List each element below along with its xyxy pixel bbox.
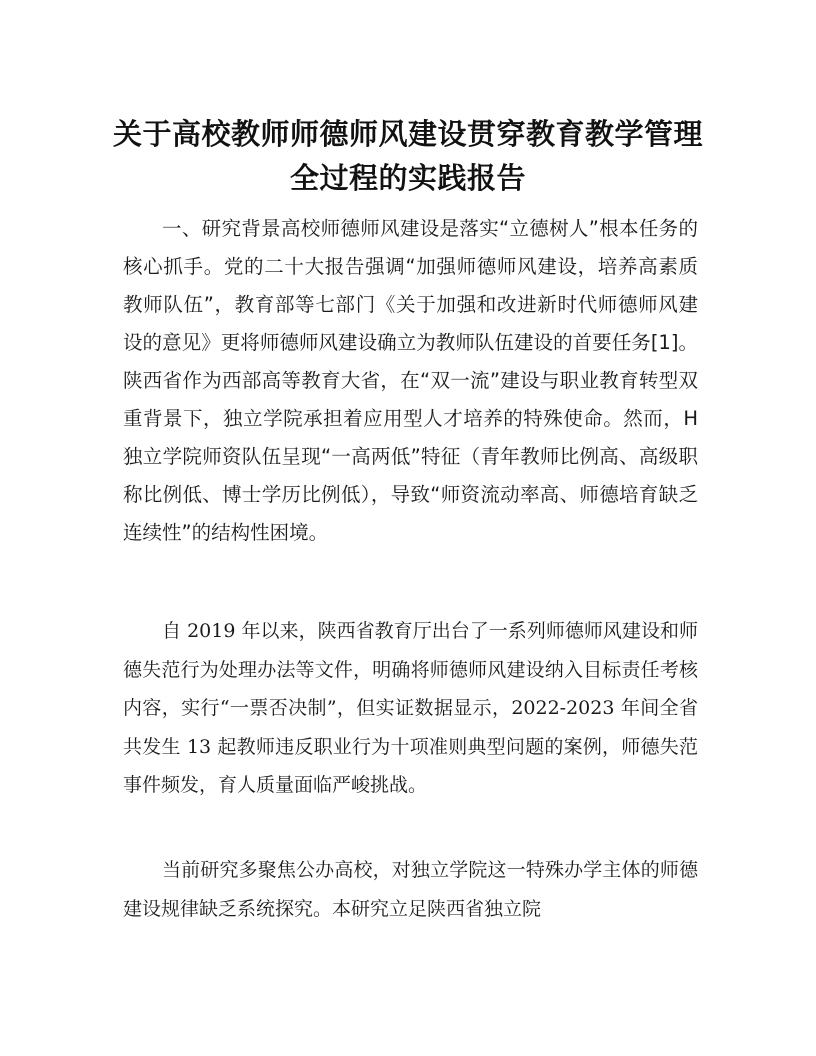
document-title: 关于高校教师师德师风建设贯穿教育教学管理全过程的实践报告 <box>112 117 703 195</box>
paragraph-provincial-policy: 自 2019 年以来，陕西省教育厅出台了一系列师德师风建设和师德失范行为处理办法等文件，明确将师德师风建设纳入目标责任考核内容，实行“一票否决制”，但实证数据显示，2022-2023 年间全省共发生 13 起教师违反职业行为十项准则典型问题的案例，师德失范事件频发，育人质量面临严峻挑战。 <box>123 620 698 796</box>
paragraph-research-background: 一、研究背景高校师德师风建设是落实“立德树人”根本任务的核心抓手。党的二十大报告强调“加强师德师风建设，培养高素质教师队伍”，教育部等七部门《关于加强和改进新时代师德师风建设的意见》更将师德师风建设确立为教师队伍建设的首要任务[1]。陕西省作为西部高等教育大省，在“双一流”建设与职业教育转型双重背景下，独立学院承担着应用型人才培养的特殊使命。然而，H 独立学院师资队伍呈现“一高两低”特征（青年教师比例高、高级职称比例低、博士学历比例低），导致“师资流动率高、师德培育缺乏连续性”的结构性困境。 <box>123 217 698 544</box>
paragraph-research-gap: 当前研究多聚焦公办高校，对独立学院这一特殊办学主体的师德建设规律缺乏系统探究。本研究立足陕西省独立院 <box>123 859 698 920</box>
